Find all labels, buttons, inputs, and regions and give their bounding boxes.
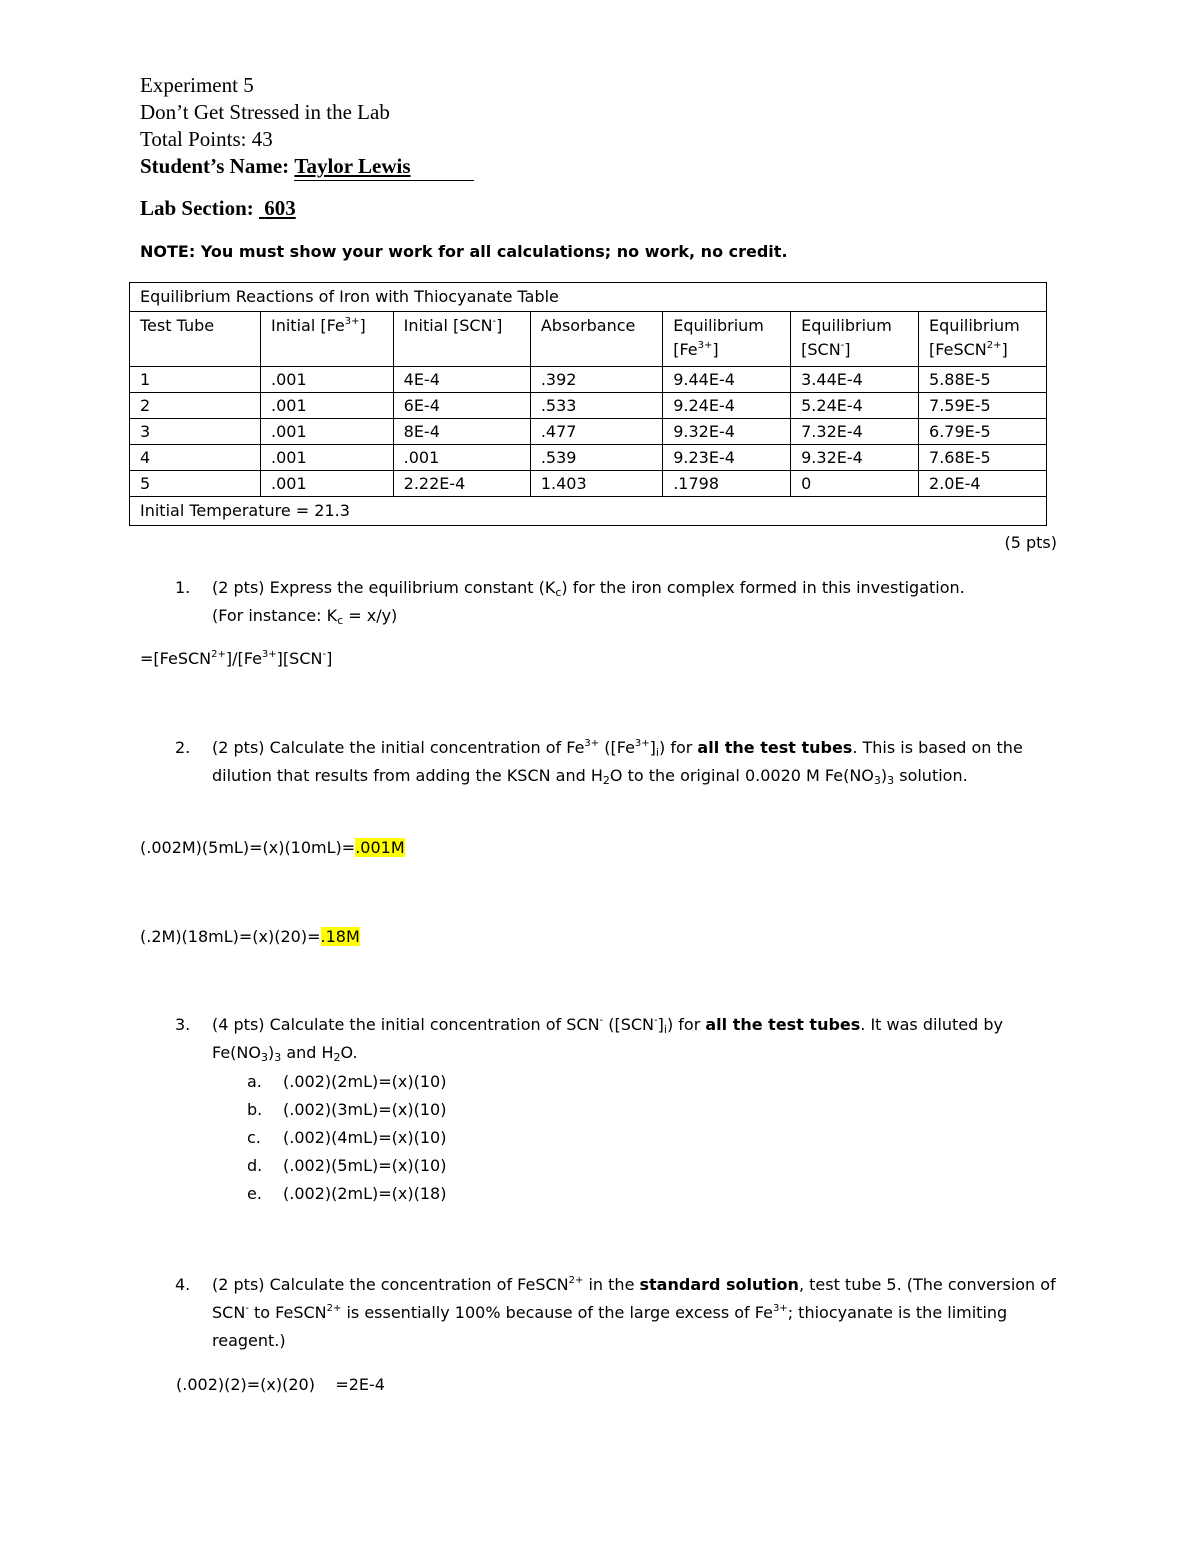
student-name-value: Taylor Lewis bbox=[294, 154, 411, 178]
question-1-answer: $=[FeSCN^{2+}]/[Fe^{3+}][SCN^-]$ bbox=[140, 649, 333, 668]
header-eq-fescn: Equilibrium [FeSCN$^{2+}$] bbox=[919, 312, 1047, 367]
list-item: b. (.002)(3mL)=(x)(10) bbox=[247, 1100, 447, 1119]
list-item: d. (.002)(5mL)=(x)(10) bbox=[247, 1156, 447, 1175]
header-eq-scn: Equilibrium [SCN-] bbox=[791, 312, 919, 367]
cell-eq-scn: 0 bbox=[791, 471, 919, 497]
cell-eq-scn: 9.32E-4 bbox=[791, 445, 919, 471]
table-caption: Equilibrium Reactions of Iron with Thiocyanate Table bbox=[130, 283, 1047, 312]
list-item: c. (.002)(4mL)=(x)(10) bbox=[247, 1128, 447, 1147]
table-footer-row bbox=[130, 497, 1047, 526]
student-name-label: Student’s Name: bbox=[140, 154, 290, 178]
cell-initial-scn: 6E-4 bbox=[393, 393, 530, 419]
cell-eq-fe: .1798 bbox=[663, 471, 791, 497]
cell-initial-scn: 4E-4 bbox=[393, 367, 530, 393]
highlighted-result: .001M bbox=[355, 838, 405, 857]
question-points: (2 pts) bbox=[212, 578, 265, 597]
header-initial-scn: Initial [SCN-] bbox=[393, 312, 530, 367]
student-name-line bbox=[294, 153, 474, 181]
cell-initial-fe: .001 bbox=[261, 471, 394, 497]
cell-test-tube: 3 bbox=[130, 419, 261, 445]
lab-section-row bbox=[140, 195, 296, 222]
question-3: 3. (4 pts) Calculate the initial concentration of SCN- $([SCN^-]_i)$ for all the test tubes. It was diluted by $Fe(NO_3)_3$ and $H_2O$. bbox=[212, 1011, 1062, 1067]
question-4: 4. (2 pts) Calculate the concentration of FeSCN$^{2+}$ in the standard solution, test tube 5. (The conversion of SCN- to FeSCN$^{2+}$ is essentially 100% because of the large excess of $Fe^{3+}$; thiocyanate is the limiting reagent.) bbox=[212, 1271, 1072, 1355]
list-item: e. (.002)(2mL)=(x)(18) bbox=[247, 1184, 447, 1203]
header-test-tube: Test Tube bbox=[130, 312, 261, 367]
cell-absorbance: .477 bbox=[530, 419, 662, 445]
cell-absorbance: .533 bbox=[530, 393, 662, 419]
cell-initial-fe: .001 bbox=[261, 445, 394, 471]
table-row bbox=[130, 393, 1047, 419]
cell-eq-fescn: 2.0E-4 bbox=[919, 471, 1047, 497]
question-number: 4. bbox=[175, 1275, 191, 1294]
cell-eq-fescn: 5.88E-5 bbox=[919, 367, 1047, 393]
lab-section-value: 603 bbox=[264, 196, 296, 220]
question-points: (2 pts) bbox=[212, 738, 265, 757]
table-row bbox=[130, 419, 1047, 445]
document-header bbox=[140, 72, 1040, 180]
lab-section-label: Lab Section: bbox=[140, 196, 254, 220]
question-2-answer-2: (.2M)(18mL)=(x)(20)=.18M bbox=[140, 927, 360, 946]
cell-initial-scn: .001 bbox=[393, 445, 530, 471]
question-3-answers bbox=[247, 1068, 446, 1208]
cell-eq-fescn: 7.59E-5 bbox=[919, 393, 1047, 419]
header-absorbance: Absorbance bbox=[530, 312, 662, 367]
question-points: (4 pts) bbox=[212, 1015, 265, 1034]
cell-eq-fe: 9.24E-4 bbox=[663, 393, 791, 419]
cell-test-tube: 2 bbox=[130, 393, 261, 419]
table-caption-row bbox=[130, 283, 1047, 312]
table-row bbox=[130, 367, 1047, 393]
header-eq-fe: Equilibrium $[Fe^{3+}]$ bbox=[663, 312, 791, 367]
cell-eq-fescn: 6.79E-5 bbox=[919, 419, 1047, 445]
cell-initial-fe: .001 bbox=[261, 367, 394, 393]
cell-eq-fe: 9.32E-4 bbox=[663, 419, 791, 445]
cell-test-tube: 5 bbox=[130, 471, 261, 497]
question-2: 2. (2 pts) Calculate the initial concentration of $Fe^{3+}$ $([Fe^{3+}]_i)$ for all the test tubes. This is based on the dilution that results from adding the KSCN and $H_2O$ to the original 0.0020 M $Fe(NO_3)_3$ solution. bbox=[212, 734, 1062, 790]
total-points: Total Points: 43 bbox=[140, 127, 273, 151]
list-item: a. (.002)(2mL)=(x)(10) bbox=[247, 1072, 447, 1091]
cell-initial-fe: .001 bbox=[261, 419, 394, 445]
cell-absorbance: .539 bbox=[530, 445, 662, 471]
cell-absorbance: .392 bbox=[530, 367, 662, 393]
question-1: 1. (2 pts) Express the equilibrium constant $(K_c)$ for the iron complex formed in this investigation. (For instance: $K_c = x/y$) bbox=[212, 574, 1062, 630]
table-points: (5 pts) bbox=[1004, 533, 1057, 552]
cell-eq-scn: 3.44E-4 bbox=[791, 367, 919, 393]
highlighted-result: .18M bbox=[320, 927, 360, 946]
cell-test-tube: 4 bbox=[130, 445, 261, 471]
cell-initial-scn: 8E-4 bbox=[393, 419, 530, 445]
cell-absorbance: 1.403 bbox=[530, 471, 662, 497]
table-row bbox=[130, 471, 1047, 497]
question-number: 1. bbox=[175, 578, 191, 597]
initial-temperature: Initial Temperature = 21.3 bbox=[130, 497, 1047, 526]
header-initial-fe: Initial $[Fe^{3+}]$ bbox=[261, 312, 394, 367]
cell-eq-scn: 7.32E-4 bbox=[791, 419, 919, 445]
cell-initial-scn: 2.22E-4 bbox=[393, 471, 530, 497]
question-number: 3. bbox=[175, 1015, 191, 1034]
table-row bbox=[130, 445, 1047, 471]
question-4-answer: (.002)(2)=(x)(20) =2E-4 bbox=[176, 1375, 385, 1394]
cell-initial-fe: .001 bbox=[261, 393, 394, 419]
student-name-row bbox=[140, 153, 1040, 180]
work-note: NOTE: You must show your work for all calculations; no work, no credit. bbox=[140, 242, 788, 261]
cell-eq-fescn: 7.68E-5 bbox=[919, 445, 1047, 471]
cell-eq-fe: 9.23E-4 bbox=[663, 445, 791, 471]
cell-eq-fe: 9.44E-4 bbox=[663, 367, 791, 393]
question-number: 2. bbox=[175, 738, 191, 757]
question-2-answer-1: (.002M)(5mL)=(x)(10mL)=.001M bbox=[140, 838, 405, 857]
equilibrium-table bbox=[129, 282, 1047, 526]
cell-test-tube: 1 bbox=[130, 367, 261, 393]
table-header-row bbox=[130, 312, 1047, 367]
cell-eq-scn: 5.24E-4 bbox=[791, 393, 919, 419]
experiment-number: Experiment 5 bbox=[140, 73, 254, 97]
experiment-title: Don’t Get Stressed in the Lab bbox=[140, 100, 390, 124]
question-points: (2 pts) bbox=[212, 1275, 265, 1294]
